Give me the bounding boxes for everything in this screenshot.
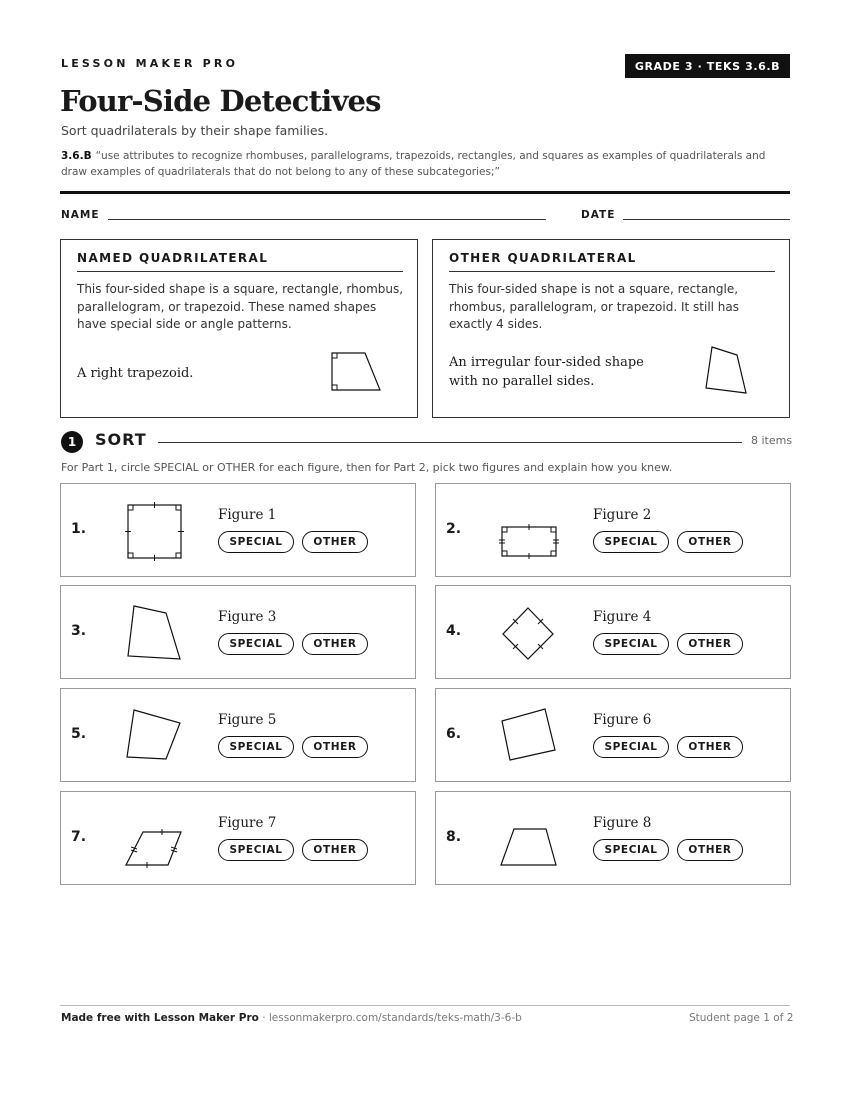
item-number: 8.: [446, 829, 462, 845]
definition-example: An irregular four-sided shape with no parallel sides.: [449, 355, 644, 389]
definition-heading: NAMED QUADRILATERAL: [77, 251, 403, 272]
irregular-quadrilateral-icon: [119, 699, 191, 771]
figure-label: Figure 7: [218, 815, 277, 831]
instructions: For Part 1, circle SPECIAL or OTHER for each figure, then for Part 2, pick two figures and explain how you knew.: [61, 461, 673, 474]
section-divider: [158, 442, 742, 443]
name-field[interactable]: [108, 219, 546, 220]
item-number: 1.: [71, 521, 87, 537]
other-option[interactable]: OTHER: [302, 736, 368, 758]
special-option[interactable]: SPECIAL: [593, 736, 669, 758]
definition-heading: OTHER QUADRILATERAL: [449, 251, 775, 272]
other-option[interactable]: OTHER: [302, 531, 368, 553]
special-option[interactable]: SPECIAL: [218, 839, 294, 861]
figure-label: Figure 8: [593, 815, 652, 831]
figure-label: Figure 3: [218, 609, 277, 625]
definition-example: A right trapezoid.: [77, 366, 194, 381]
footer-made-with: Made free with Lesson Maker Pro: [61, 1012, 259, 1024]
footer-credit: [61, 1012, 522, 1024]
irregular-quadrilateral-icon: [494, 699, 566, 771]
figure-card-6: [435, 688, 791, 782]
square-icon: [119, 494, 191, 566]
figure-card-4: [435, 585, 791, 679]
item-number: 4.: [446, 623, 462, 639]
irregular-quadrilateral-icon: [119, 596, 191, 668]
footer-divider: [60, 1005, 790, 1006]
parallelogram-icon: [119, 802, 191, 874]
brand-name: LESSON MAKER PRO: [61, 57, 239, 70]
other-option[interactable]: OTHER: [677, 736, 743, 758]
figure-label: Figure 6: [593, 712, 652, 728]
item-number: 7.: [71, 829, 87, 845]
definition-body: This four-sided shape is a square, rectangle, rhombus, parallelogram, or trapezoid. These named shapes have special side or angle patterns.: [77, 282, 404, 331]
irregular-quadrilateral-icon: [703, 344, 753, 396]
figure-card-7: [60, 791, 416, 885]
page-title: Four-Side Detectives: [60, 84, 381, 118]
figure-label: Figure 4: [593, 609, 652, 625]
section-title: SORT: [95, 430, 147, 449]
figure-label: Figure 1: [218, 507, 277, 523]
item-number: 5.: [71, 726, 87, 742]
item-number: 2.: [446, 521, 462, 537]
figure-label: Figure 2: [593, 507, 652, 523]
grade-badge: GRADE 3 · TEKS 3.6.B: [625, 54, 790, 78]
date-field[interactable]: [623, 219, 790, 220]
figure-card-2: [435, 483, 791, 577]
item-number: 3.: [71, 623, 87, 639]
other-option[interactable]: OTHER: [677, 633, 743, 655]
item-number: 6.: [446, 726, 462, 742]
special-option[interactable]: SPECIAL: [593, 839, 669, 861]
standard-statement: [61, 148, 791, 180]
figure-label: Figure 5: [218, 712, 277, 728]
date-label: DATE: [581, 209, 616, 221]
section-number-badge: 1: [61, 431, 83, 453]
definition-body: This four-sided shape is not a square, rectangle, rhombus, parallelogram, or trapezoid. It still has exactly 4 sides.: [449, 282, 740, 331]
header-divider: [60, 191, 790, 194]
other-option[interactable]: OTHER: [677, 839, 743, 861]
special-option[interactable]: SPECIAL: [593, 531, 669, 553]
page-indicator: Student page 1 of 2: [689, 1012, 794, 1024]
rhombus-icon: [494, 596, 566, 668]
other-option[interactable]: OTHER: [677, 531, 743, 553]
name-label: NAME: [61, 209, 100, 221]
page-subtitle: Sort quadrilaterals by their shape families.: [61, 123, 329, 138]
named-quadrilateral-box: [60, 239, 418, 418]
other-option[interactable]: OTHER: [302, 839, 368, 861]
special-option[interactable]: SPECIAL: [218, 531, 294, 553]
item-count: 8 items: [751, 434, 793, 447]
standard-code: 3.6.B: [61, 150, 92, 162]
standard-text: “use attributes to recognize rhombuses, parallelograms, trapezoids, rectangles, and squares as examples of quadrilaterals and draw examples of quadrilaterals that do not belong to any of these subcategories;”: [61, 150, 766, 178]
footer-url[interactable]: · lessonmakerpro.com/standards/teks-math/3-6-b: [258, 1012, 522, 1024]
special-option[interactable]: SPECIAL: [218, 633, 294, 655]
rectangle-icon: [494, 494, 566, 566]
special-option[interactable]: SPECIAL: [593, 633, 669, 655]
figure-card-8: [435, 791, 791, 885]
other-option[interactable]: OTHER: [302, 633, 368, 655]
figure-card-3: [60, 585, 416, 679]
trapezoid-icon: [494, 802, 566, 874]
figure-card-1: [60, 483, 416, 577]
right-trapezoid-icon: [329, 350, 385, 394]
figure-card-5: [60, 688, 416, 782]
special-option[interactable]: SPECIAL: [218, 736, 294, 758]
other-quadrilateral-box: [432, 239, 790, 418]
